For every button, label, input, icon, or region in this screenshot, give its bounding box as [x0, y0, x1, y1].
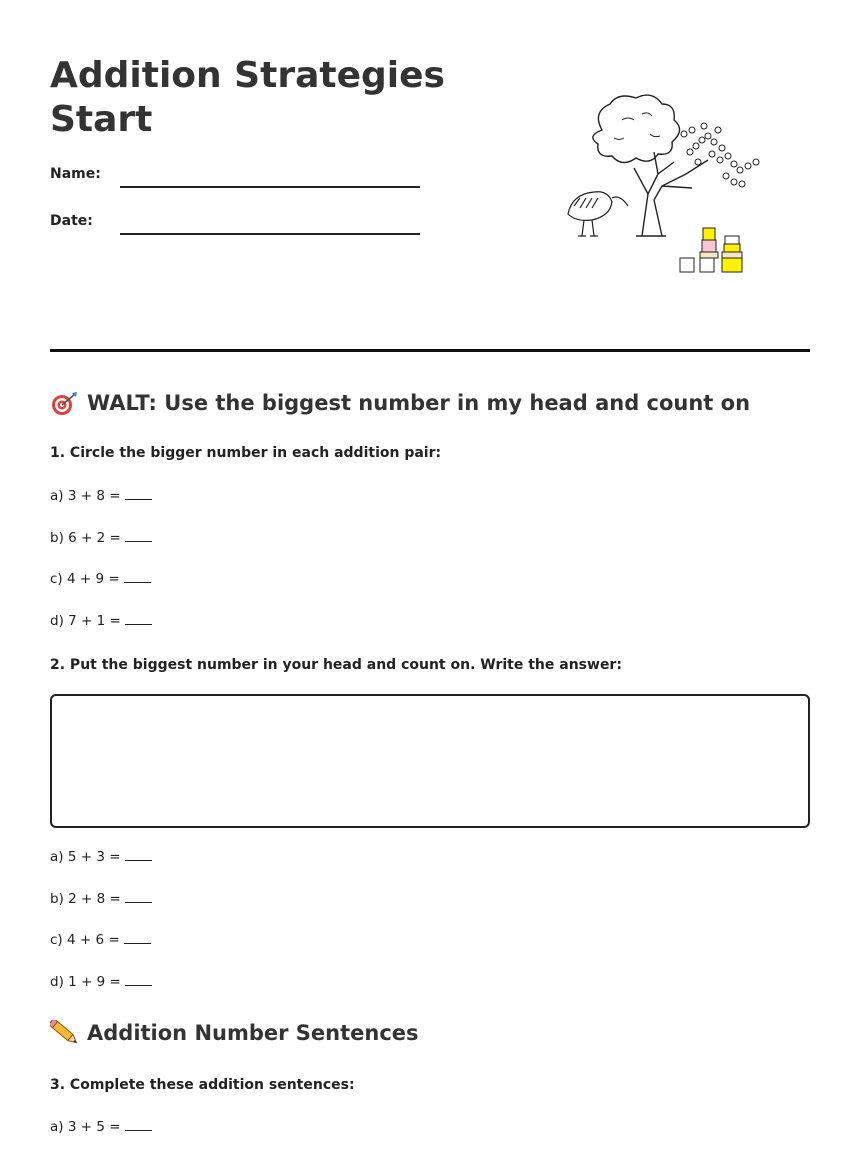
- q1-item-c: c) 4 + 9 =: [50, 571, 151, 587]
- date-label: Date:: [50, 213, 93, 229]
- pencil-icon: [50, 1020, 80, 1046]
- q2-item-a: a) 5 + 3 =: [50, 849, 152, 865]
- question-2: 2. Put the biggest number in your head and count on. Write the answer:: [50, 657, 622, 673]
- date-field[interactable]: [50, 213, 420, 229]
- q2-item-b: b) 2 + 8 =: [50, 891, 152, 907]
- date-line[interactable]: [120, 233, 420, 235]
- name-line[interactable]: [120, 186, 420, 188]
- q1-item-a: a) 3 + 8 =: [50, 488, 152, 504]
- title-line-1: Addition Strategies: [50, 55, 445, 96]
- answer-blank[interactable]: [125, 1119, 152, 1131]
- answer-blank[interactable]: [125, 488, 152, 500]
- target-icon: [50, 390, 80, 416]
- tree-kiwi-blocks-illustration: [562, 90, 772, 276]
- walt-heading: [50, 390, 750, 416]
- number-sentences-heading-text: Addition Number Sentences: [87, 1021, 419, 1045]
- section-divider: [50, 349, 810, 352]
- page-title: [50, 54, 470, 142]
- q3-item-a: a) 3 + 5 =: [50, 1119, 152, 1135]
- answer-blank[interactable]: [125, 849, 152, 861]
- answer-blank[interactable]: [125, 613, 152, 625]
- answer-blank[interactable]: [124, 932, 151, 944]
- answer-blank[interactable]: [124, 571, 151, 583]
- worksheet-page: [50, 0, 810, 1161]
- q2-item-c: c) 4 + 6 =: [50, 932, 151, 948]
- q1-item-b: b) 6 + 2 =: [50, 530, 152, 546]
- answer-blank[interactable]: [125, 530, 152, 542]
- working-box[interactable]: [50, 694, 810, 828]
- name-field[interactable]: [50, 166, 420, 182]
- q1-item-d: d) 7 + 1 =: [50, 613, 152, 629]
- answer-blank[interactable]: [125, 891, 152, 903]
- question-3: 3. Complete these addition sentences:: [50, 1077, 355, 1093]
- answer-blank[interactable]: [125, 974, 152, 986]
- walt-heading-text: WALT: Use the biggest number in my head and count on: [87, 391, 751, 415]
- number-sentences-heading: [50, 1020, 419, 1046]
- q2-item-d: d) 1 + 9 =: [50, 974, 152, 990]
- name-label: Name:: [50, 166, 101, 182]
- question-1: 1. Circle the bigger number in each addition pair:: [50, 445, 442, 461]
- title-line-2: Start: [50, 99, 153, 140]
